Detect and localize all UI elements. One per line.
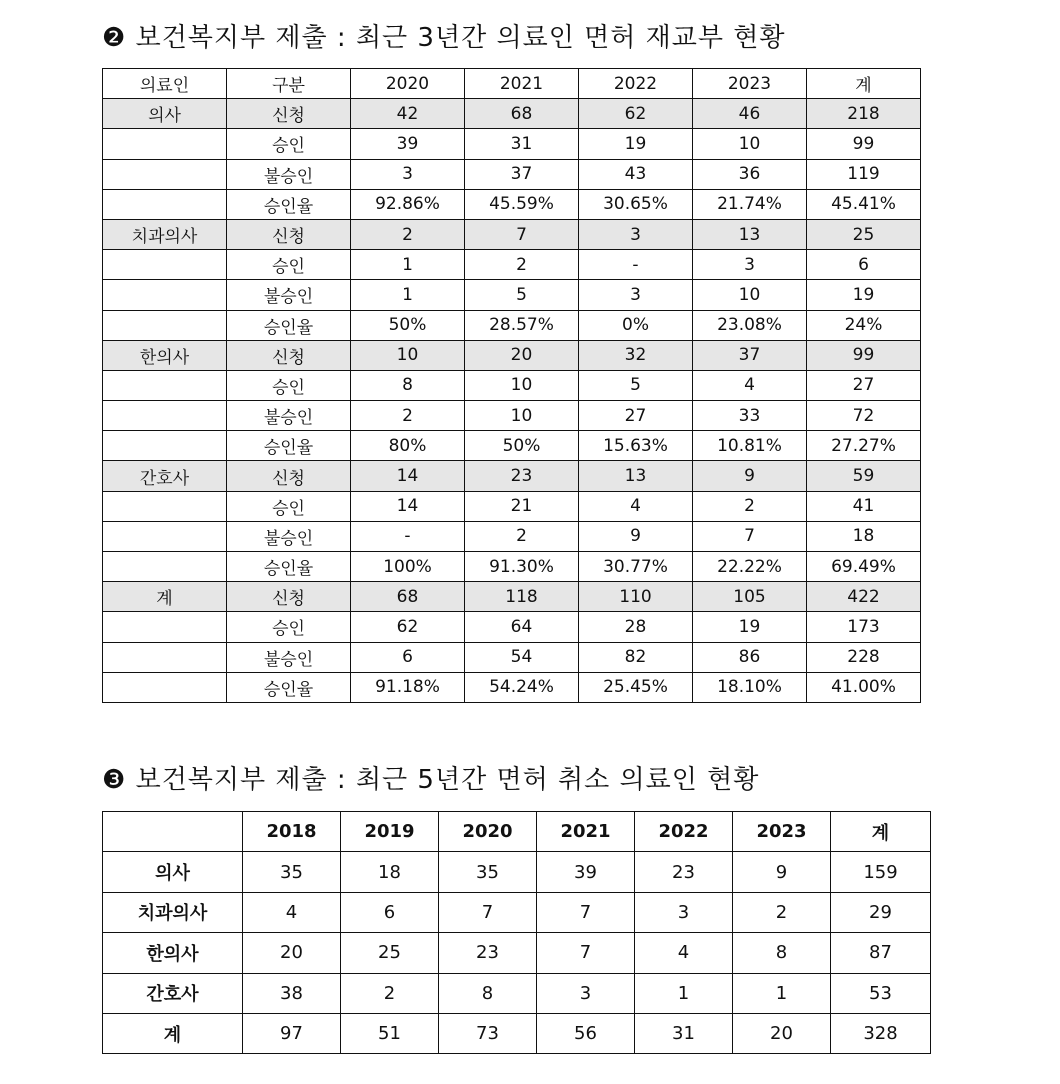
value-cell: 50% [465,431,579,461]
value-cell: 21 [465,491,579,521]
group-cell: 치과의사 [103,219,227,249]
value-cell: 29 [831,892,931,932]
table-row [103,280,921,310]
value-cell: 9 [733,852,831,892]
value-cell: 38 [243,973,341,1013]
value-cell: 2 [465,521,579,551]
value-cell: 73 [439,1013,537,1053]
value-cell: 8 [439,973,537,1013]
column-header: 2021 [465,69,579,99]
category-cell: 신청 [227,340,351,370]
value-cell: 92.86% [351,189,465,219]
category-cell: 불승인 [227,280,351,310]
value-cell: - [351,521,465,551]
category-cell: 신청 [227,99,351,129]
value-cell: 59 [807,461,921,491]
group-cell [103,672,227,702]
group-cell [103,431,227,461]
value-cell: 159 [831,852,931,892]
value-cell: 36 [693,159,807,189]
category-cell: 신청 [227,219,351,249]
value-cell: 4 [579,491,693,521]
value-cell: 69.49% [807,552,921,582]
table-row [103,401,921,431]
category-cell: 불승인 [227,642,351,672]
value-cell: 328 [831,1013,931,1053]
value-cell: 45.41% [807,189,921,219]
group-cell: 한의사 [103,340,227,370]
value-cell: 41.00% [807,672,921,702]
value-cell: 0% [579,310,693,340]
value-cell: 72 [807,401,921,431]
group-cell [103,310,227,340]
value-cell: 7 [693,521,807,551]
table-row [103,461,921,491]
value-cell: 18 [807,521,921,551]
table-row [103,370,921,400]
value-cell: 51 [341,1013,439,1053]
table-row [103,99,921,129]
value-cell: 119 [807,159,921,189]
table-row [103,973,931,1013]
group-cell: 의사 [103,99,227,129]
category-cell: 승인율 [227,189,351,219]
column-header: 2022 [635,812,733,852]
value-cell: 6 [807,250,921,280]
value-cell: 41 [807,491,921,521]
value-cell: 4 [693,370,807,400]
row-label: 의사 [103,852,243,892]
value-cell: 2 [341,973,439,1013]
value-cell: 4 [635,933,733,973]
column-header: 2020 [351,69,465,99]
table-row [103,892,931,932]
value-cell: 23 [439,933,537,973]
column-header: 2018 [243,812,341,852]
value-cell: 14 [351,461,465,491]
license-reissue-table [102,68,921,703]
table-row [103,219,921,249]
value-cell: 1 [733,973,831,1013]
table-row [103,189,921,219]
category-cell: 불승인 [227,401,351,431]
category-cell: 승인율 [227,552,351,582]
value-cell: 2 [351,401,465,431]
value-cell: 99 [807,340,921,370]
value-cell: 28.57% [465,310,579,340]
value-cell: 9 [693,461,807,491]
value-cell: 50% [351,310,465,340]
category-cell: 불승인 [227,159,351,189]
value-cell: 19 [693,612,807,642]
value-cell: 100% [351,552,465,582]
row-label: 계 [103,1013,243,1053]
value-cell: 25.45% [579,672,693,702]
value-cell: 10 [465,370,579,400]
value-cell: 43 [579,159,693,189]
value-cell: 19 [579,129,693,159]
value-cell: 82 [579,642,693,672]
table-row [103,1013,931,1053]
value-cell: 86 [693,642,807,672]
category-cell: 신청 [227,582,351,612]
value-cell: 2 [733,892,831,932]
table-row [103,250,921,280]
value-cell: 62 [351,612,465,642]
value-cell: 28 [579,612,693,642]
value-cell: 20 [465,340,579,370]
table-row [103,310,921,340]
value-cell: 3 [579,280,693,310]
column-header: 2019 [341,812,439,852]
value-cell: 6 [341,892,439,932]
category-cell: 승인 [227,129,351,159]
value-cell: 91.18% [351,672,465,702]
group-cell [103,491,227,521]
category-cell: 승인율 [227,672,351,702]
column-header: 2023 [733,812,831,852]
value-cell: 24% [807,310,921,340]
license-revocation-table [102,811,931,1054]
value-cell: 27 [807,370,921,400]
table-row [103,672,921,702]
value-cell: 37 [693,340,807,370]
value-cell: 228 [807,642,921,672]
value-cell: 45.59% [465,189,579,219]
table-row [103,521,921,551]
value-cell: 19 [807,280,921,310]
value-cell: 31 [465,129,579,159]
column-header: 의료인 [103,69,227,99]
row-label: 한의사 [103,933,243,973]
value-cell: 8 [733,933,831,973]
value-cell: 10.81% [693,431,807,461]
value-cell: 7 [439,892,537,932]
value-cell: 10 [693,129,807,159]
row-label: 간호사 [103,973,243,1013]
value-cell: 422 [807,582,921,612]
group-cell [103,642,227,672]
table-row [103,852,931,892]
value-cell: 3 [579,219,693,249]
table-row [103,582,921,612]
value-cell: 37 [465,159,579,189]
value-cell: 25 [807,219,921,249]
column-header: 2022 [579,69,693,99]
value-cell: 9 [579,521,693,551]
value-cell: 10 [465,401,579,431]
value-cell: 1 [351,280,465,310]
value-cell: 53 [831,973,931,1013]
group-cell [103,521,227,551]
value-cell: 46 [693,99,807,129]
value-cell: 68 [351,582,465,612]
value-cell: 15.63% [579,431,693,461]
table-row [103,129,921,159]
table-row [103,612,921,642]
value-cell: 5 [465,280,579,310]
value-cell: 35 [243,852,341,892]
group-cell [103,552,227,582]
value-cell: 87 [831,933,931,973]
value-cell: 56 [537,1013,635,1053]
value-cell: 3 [693,250,807,280]
category-cell: 승인 [227,250,351,280]
value-cell: 6 [351,642,465,672]
value-cell: 3 [635,892,733,932]
group-cell [103,159,227,189]
value-cell: 97 [243,1013,341,1053]
value-cell: 4 [243,892,341,932]
value-cell: 218 [807,99,921,129]
value-cell: 20 [243,933,341,973]
category-cell: 승인율 [227,310,351,340]
column-header: 구분 [227,69,351,99]
value-cell: 2 [693,491,807,521]
column-header: 2023 [693,69,807,99]
value-cell: 25 [341,933,439,973]
value-cell: 33 [693,401,807,431]
value-cell: 23 [465,461,579,491]
table2-title: ❸ 보건복지부 제출 : 최근 5년간 면허 취소 의료인 현황 [102,765,760,795]
table-header-row [103,69,921,99]
value-cell: 54 [465,642,579,672]
value-cell: 10 [693,280,807,310]
value-cell: 99 [807,129,921,159]
column-header: 계 [807,69,921,99]
value-cell: 23 [635,852,733,892]
group-cell [103,280,227,310]
value-cell: 27 [579,401,693,431]
value-cell: 110 [579,582,693,612]
value-cell: 7 [537,892,635,932]
value-cell: 91.30% [465,552,579,582]
value-cell: 35 [439,852,537,892]
column-header [103,812,243,852]
group-cell [103,370,227,400]
row-label: 치과의사 [103,892,243,932]
value-cell: 30.65% [579,189,693,219]
value-cell: 13 [579,461,693,491]
table-row [103,431,921,461]
value-cell: 23.08% [693,310,807,340]
category-cell: 불승인 [227,521,351,551]
table-row [103,552,921,582]
table1-title: ❷ 보건복지부 제출 : 최근 3년간 의료인 면허 재교부 현황 [102,23,786,53]
table-row [103,340,921,370]
value-cell: 7 [537,933,635,973]
value-cell: 62 [579,99,693,129]
value-cell: 68 [465,99,579,129]
value-cell: 39 [537,852,635,892]
value-cell: 80% [351,431,465,461]
column-header: 2021 [537,812,635,852]
value-cell: 1 [351,250,465,280]
table-row [103,933,931,973]
value-cell: 118 [465,582,579,612]
group-cell [103,129,227,159]
value-cell: 105 [693,582,807,612]
value-cell: 32 [579,340,693,370]
value-cell: 173 [807,612,921,642]
value-cell: 2 [465,250,579,280]
value-cell: 5 [579,370,693,400]
group-cell: 간호사 [103,461,227,491]
value-cell: 14 [351,491,465,521]
value-cell: 3 [537,973,635,1013]
value-cell: 64 [465,612,579,642]
value-cell: 21.74% [693,189,807,219]
column-header: 계 [831,812,931,852]
value-cell: 30.77% [579,552,693,582]
group-cell: 계 [103,582,227,612]
category-cell: 신청 [227,461,351,491]
value-cell: 31 [635,1013,733,1053]
value-cell: - [579,250,693,280]
group-cell [103,250,227,280]
value-cell: 39 [351,129,465,159]
value-cell: 20 [733,1013,831,1053]
group-cell [103,189,227,219]
value-cell: 3 [351,159,465,189]
column-header: 2020 [439,812,537,852]
value-cell: 7 [465,219,579,249]
category-cell: 승인율 [227,431,351,461]
value-cell: 54.24% [465,672,579,702]
table-row [103,642,921,672]
category-cell: 승인 [227,491,351,521]
table-row [103,491,921,521]
group-cell [103,612,227,642]
value-cell: 42 [351,99,465,129]
value-cell: 22.22% [693,552,807,582]
category-cell: 승인 [227,612,351,642]
value-cell: 2 [351,219,465,249]
value-cell: 10 [351,340,465,370]
category-cell: 승인 [227,370,351,400]
value-cell: 8 [351,370,465,400]
value-cell: 18 [341,852,439,892]
value-cell: 1 [635,973,733,1013]
table-header-row [103,812,931,852]
value-cell: 18.10% [693,672,807,702]
value-cell: 27.27% [807,431,921,461]
group-cell [103,401,227,431]
value-cell: 13 [693,219,807,249]
table-row [103,159,921,189]
